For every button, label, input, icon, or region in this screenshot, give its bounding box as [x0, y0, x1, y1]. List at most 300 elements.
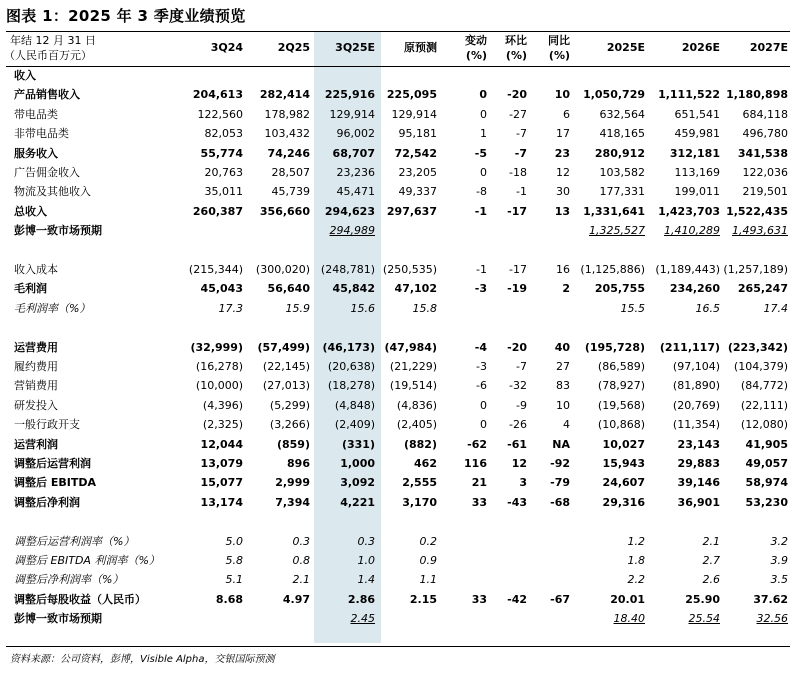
table-cell: (10,000) [195, 379, 243, 393]
table-cell: 21 [471, 476, 487, 490]
table-cell: 0.3 [292, 534, 310, 548]
table-cell: 0 [480, 166, 487, 179]
column-header: 变动 [465, 34, 487, 47]
table-cell: 1.0 [357, 554, 375, 567]
table-cell: -8 [476, 185, 487, 199]
table-cell: 95,181 [398, 127, 437, 141]
table-cell: -27 [509, 107, 527, 121]
table-row [6, 396, 790, 415]
table-row [6, 435, 790, 454]
table-cell: (3,266) [269, 418, 310, 432]
table-cell: 294,623 [324, 204, 375, 218]
row-label: 产品销售收入 [14, 88, 80, 102]
table-cell: 0 [480, 398, 487, 412]
table-cell: NA [552, 437, 570, 451]
table-cell [500, 299, 570, 318]
table-cell [575, 318, 645, 337]
row-label: 带电品类 [14, 107, 58, 121]
row-label: 调整后运营利润率（%） [14, 534, 135, 548]
table-cell: -32 [509, 379, 527, 393]
table-cell: 15.6 [350, 301, 375, 315]
table-cell: 3 [519, 476, 527, 490]
table-cell [500, 512, 570, 531]
table-cell: 2.1 [292, 573, 310, 587]
table-cell: 205,755 [594, 282, 645, 296]
table-cell: -3 [474, 282, 487, 296]
table-row [6, 318, 790, 337]
column-header: (%) [465, 49, 487, 62]
table-cell [240, 609, 310, 628]
table-cell: -17 [509, 263, 527, 276]
table-cell: 2.1 [702, 534, 720, 548]
table-cell [718, 66, 788, 85]
row-label: 调整后 EBITDA [14, 476, 96, 490]
table-cell: 36,901 [677, 495, 720, 509]
table-cell: -5 [474, 146, 487, 160]
table-cell: 68,707 [332, 146, 375, 160]
table-cell: 40 [554, 340, 570, 354]
table-cell: 37.62 [753, 592, 788, 606]
table-cell: -68 [550, 495, 570, 509]
table-cell: (84,772) [740, 379, 788, 393]
table-row [6, 163, 790, 182]
table-cell [500, 221, 570, 240]
table-cell: 225,095 [386, 88, 437, 102]
table-row [6, 512, 790, 531]
table-cell: 280,912 [594, 146, 645, 160]
table-cell: 234,260 [669, 282, 720, 296]
row-label: 彭博一致市场预期 [14, 612, 102, 626]
unit-line1: 年结 12 月 31 日 [10, 34, 96, 47]
table-cell: 462 [414, 457, 437, 470]
table-cell: 12,044 [200, 437, 243, 451]
row-label: 非带电品类 [14, 127, 69, 141]
table-cell: (248,781) [320, 263, 375, 276]
table-cell: 0.3 [357, 534, 375, 548]
table-cell: 56,640 [267, 282, 310, 296]
table-cell [173, 66, 243, 85]
table-cell: (2,405) [396, 418, 437, 432]
table-cell: 3.5 [770, 573, 788, 587]
table-cell: 33 [471, 592, 487, 606]
table-cell: 3,170 [402, 495, 437, 509]
table-row [6, 473, 790, 492]
table-cell [650, 318, 720, 337]
row-label: 毛利润率（%） [14, 301, 91, 315]
row-label: 收入成本 [14, 263, 58, 276]
table-row [6, 609, 790, 628]
table-cell: 30 [556, 185, 570, 199]
table-cell [173, 241, 243, 260]
table-cell: -6 [476, 379, 487, 393]
table-cell: -62 [467, 437, 487, 451]
table-row [6, 260, 790, 279]
table-cell: 0 [479, 88, 487, 102]
table-cell: 0 [480, 418, 487, 432]
table-cell: 49,057 [745, 457, 788, 470]
table-cell: -1 [474, 204, 487, 218]
table-cell: (47,984) [384, 340, 437, 354]
table-cell: 23,236 [336, 166, 375, 179]
table-cell [240, 221, 310, 240]
table-cell: 122,036 [742, 166, 788, 179]
table-cell: 23,205 [398, 166, 437, 179]
table-row [6, 279, 790, 298]
table-cell: (20,769) [672, 398, 720, 412]
table-cell: -1 [516, 185, 527, 199]
table-cell [305, 66, 375, 85]
table-cell: 178,982 [264, 107, 310, 121]
table-cell: 0 [480, 107, 487, 121]
table-cell: (81,890) [672, 379, 720, 393]
table-cell: -20 [507, 340, 527, 354]
table-cell: 2.7 [702, 554, 720, 567]
table-cell: 3.2 [770, 534, 788, 548]
table-cell: 8.68 [215, 592, 243, 606]
table-cell: 2.2 [627, 573, 645, 587]
table-cell: (223,342) [727, 340, 788, 354]
table-cell: (18,278) [327, 379, 375, 393]
table-row [6, 85, 790, 104]
table-cell: 2.45 [350, 612, 375, 626]
table-cell: 13 [554, 204, 570, 218]
table-cell [500, 318, 570, 337]
table-cell: (78,927) [597, 379, 645, 393]
table-cell: (195,728) [584, 340, 645, 354]
table-cell: -43 [507, 495, 527, 509]
row-label: 彭博一致市场预期 [14, 224, 102, 238]
table-cell: 82,053 [204, 127, 243, 141]
table-cell: 1,493,631 [732, 224, 788, 238]
table-cell: 23,143 [677, 437, 720, 451]
table-cell: 25.90 [685, 592, 720, 606]
table-cell: -9 [516, 398, 527, 412]
table-cell: 103,582 [599, 166, 645, 179]
table-cell: 45,842 [332, 282, 375, 296]
table-cell [650, 241, 720, 260]
table-cell: (4,836) [396, 398, 437, 412]
table-cell: 24,607 [602, 476, 645, 490]
table-cell: 5.1 [225, 573, 243, 587]
table-cell: (57,499) [257, 340, 310, 354]
table-cell: 1,423,703 [658, 204, 720, 218]
row-label: 收入 [14, 69, 36, 82]
table-cell: 1,325,527 [589, 224, 645, 238]
column-header: 3Q24 [210, 41, 243, 54]
column-header: 2Q25 [277, 41, 310, 54]
table-cell [500, 609, 570, 628]
table-cell [240, 512, 310, 531]
table-cell: (21,229) [389, 360, 437, 373]
table-cell: -17 [507, 204, 527, 218]
table-row [6, 376, 790, 395]
table-cell: -67 [550, 592, 570, 606]
table-cell: 3.9 [770, 554, 788, 567]
table-cell: 1,410,289 [664, 224, 720, 238]
table-cell: 23 [554, 146, 570, 160]
table-cell: -61 [507, 437, 527, 451]
table-cell: -42 [507, 592, 527, 606]
table-row [6, 66, 790, 85]
table-cell: (2,325) [202, 418, 243, 432]
table-cell [305, 512, 375, 531]
table-cell: 265,247 [737, 282, 788, 296]
table-cell [500, 66, 570, 85]
top-rule [6, 31, 790, 32]
table-cell: 12 [556, 166, 570, 179]
table-cell: -4 [474, 340, 487, 354]
table-cell [650, 66, 720, 85]
table-cell: 33 [471, 495, 487, 509]
table-cell: 356,660 [259, 204, 310, 218]
row-label: 物流及其他收入 [14, 185, 91, 199]
table-cell: 15.5 [620, 301, 645, 315]
table-cell: 2 [562, 282, 570, 296]
table-cell: 129,914 [391, 107, 437, 121]
column-header: (%) [505, 49, 527, 62]
table-cell: 1,000 [340, 457, 375, 470]
table-cell: -3 [476, 360, 487, 373]
table-cell: -7 [516, 127, 527, 141]
table-cell: (32,999) [190, 340, 243, 354]
table-cell: -7 [516, 360, 527, 373]
table-cell: 5.8 [225, 554, 243, 567]
table-cell: 18.40 [613, 612, 645, 626]
table-row [6, 241, 790, 260]
table-row [6, 202, 790, 221]
table-cell: 28,507 [271, 166, 310, 179]
table-cell: 1.4 [357, 573, 375, 587]
table-cell: 7,394 [275, 495, 310, 509]
table-cell: (27,013) [262, 379, 310, 393]
table-row [6, 532, 790, 551]
table-cell: 29,883 [677, 457, 720, 470]
table-cell: 35,011 [204, 185, 243, 199]
table-cell: (1,257,189) [723, 263, 788, 276]
table-cell: (215,344) [188, 263, 243, 276]
table-row [6, 357, 790, 376]
table-cell [173, 318, 243, 337]
table-cell: 3,092 [340, 476, 375, 490]
table-row [6, 493, 790, 512]
table-cell: (250,535) [382, 263, 437, 276]
table-cell: (2,409) [334, 418, 375, 432]
table-cell: 53,230 [745, 495, 788, 509]
table-cell: (4,848) [334, 398, 375, 412]
row-label: 总收入 [14, 204, 47, 218]
table-row [6, 105, 790, 124]
table-cell: (859) [276, 437, 310, 451]
table-cell: 1,522,435 [726, 204, 788, 218]
table-cell: (104,379) [733, 360, 788, 373]
table-cell: 1.1 [419, 573, 437, 587]
table-cell: 219,501 [742, 185, 788, 199]
table-cell: 204,613 [192, 88, 243, 102]
table-cell: (97,104) [672, 360, 720, 373]
table-cell: 32.56 [756, 612, 788, 626]
table-cell: 2.15 [409, 592, 437, 606]
row-label: 广告佣金收入 [14, 166, 80, 179]
table-cell: 1,331,641 [583, 204, 645, 218]
table-cell: (5,299) [269, 398, 310, 412]
table-cell: 12 [511, 457, 527, 470]
table-cell: 10 [554, 88, 570, 102]
table-cell: (20,638) [327, 360, 375, 373]
table-cell: (19,514) [389, 379, 437, 393]
table-row [6, 338, 790, 357]
row-label: 研发投入 [14, 398, 58, 412]
table-cell: 312,181 [669, 146, 720, 160]
table-cell: (331) [341, 437, 375, 451]
table-cell: 16.5 [695, 301, 720, 315]
row-label: 调整后运营利润 [14, 457, 91, 470]
table-cell: 20.01 [610, 592, 645, 606]
table-cell: 122,560 [197, 107, 243, 121]
table-cell: 83 [556, 379, 570, 393]
table-cell: (882) [403, 437, 437, 451]
row-label: 运营利润 [14, 437, 58, 451]
table-cell: 39,146 [677, 476, 720, 490]
bottom-rule [6, 646, 790, 647]
table-cell [500, 241, 570, 260]
table-cell: (22,145) [262, 360, 310, 373]
table-cell: 0.9 [419, 554, 437, 567]
column-header: 2025E [606, 41, 645, 54]
table-cell [173, 512, 243, 531]
table-cell [305, 318, 375, 337]
row-label: 调整后每股收益（人民币） [14, 592, 146, 606]
table-cell: -7 [514, 146, 527, 160]
table-cell: (22,111) [740, 398, 788, 412]
row-label: 一般行政开支 [14, 418, 80, 432]
table-row [6, 415, 790, 434]
table-cell: 496,780 [742, 127, 788, 141]
table-cell: 29,316 [602, 495, 645, 509]
table-cell: 72,542 [394, 146, 437, 160]
column-header: (%) [548, 49, 570, 62]
table-row [6, 551, 790, 570]
table-cell [575, 66, 645, 85]
column-header: 2026E [681, 41, 720, 54]
table-cell: 2.6 [702, 573, 720, 587]
table-cell: (10,868) [597, 418, 645, 432]
table-cell: 5.0 [225, 534, 243, 548]
column-header: 3Q25E [335, 41, 375, 54]
table-cell: 74,246 [267, 146, 310, 160]
table-cell: 1.2 [627, 534, 645, 548]
table-cell: -1 [476, 263, 487, 276]
table-cell: 418,165 [599, 127, 645, 141]
table-cell [305, 241, 375, 260]
table-row [6, 454, 790, 473]
table-cell: (300,020) [255, 263, 310, 276]
table-cell: 16 [556, 263, 570, 276]
table-cell: (211,117) [659, 340, 720, 354]
table-cell: 6 [563, 107, 570, 121]
table-cell [718, 512, 788, 531]
table-cell: 199,011 [674, 185, 720, 199]
table-cell: 15,943 [602, 457, 645, 470]
table-cell: 282,414 [259, 88, 310, 102]
table-cell: (12,080) [740, 418, 788, 432]
table-cell: 2,555 [402, 476, 437, 490]
table-cell: -26 [509, 418, 527, 432]
table-cell: (1,125,886) [580, 263, 645, 276]
table-cell: 45,471 [336, 185, 375, 199]
table-cell: 0.2 [419, 534, 437, 548]
table-cell: 297,637 [386, 204, 437, 218]
table-cell: 17.3 [218, 301, 243, 315]
table-cell: 0.8 [292, 554, 310, 567]
table-cell [240, 318, 310, 337]
table-cell: 1,050,729 [583, 88, 645, 102]
table-row [6, 590, 790, 609]
table-cell: 49,337 [398, 185, 437, 199]
table-cell [718, 318, 788, 337]
table-cell: 113,169 [674, 166, 720, 179]
table-cell: 1,180,898 [726, 88, 788, 102]
table-cell: 1.8 [627, 554, 645, 567]
table-cell: 103,432 [264, 127, 310, 141]
table-cell: 260,387 [192, 204, 243, 218]
row-label: 履约费用 [14, 360, 58, 373]
table-cell: 55,774 [200, 146, 243, 160]
table-cell: 15.8 [412, 301, 437, 315]
row-label: 调整后净利润 [14, 495, 80, 509]
table-cell: 45,739 [271, 185, 310, 199]
table-cell: (4,396) [202, 398, 243, 412]
table-cell: 17 [556, 127, 570, 141]
row-label: 毛利润 [14, 282, 47, 296]
table-cell: 177,331 [599, 185, 645, 199]
table-cell: 651,541 [674, 107, 720, 121]
table-cell [575, 241, 645, 260]
table-row [6, 299, 790, 318]
table-cell [500, 570, 570, 589]
table-cell: 459,981 [674, 127, 720, 141]
table-cell: 2,999 [275, 476, 310, 490]
table-row [6, 124, 790, 143]
table-cell [173, 609, 243, 628]
row-label: 营销费用 [14, 379, 58, 393]
row-label: 运营费用 [14, 340, 58, 354]
table-cell: 15.9 [285, 301, 310, 315]
table-row [6, 182, 790, 201]
page-title: 图表 1：2025 年 3 季度业绩预览 [6, 7, 246, 25]
table-cell: 632,564 [599, 107, 645, 121]
table-cell: 2.86 [347, 592, 375, 606]
table-cell: (19,568) [597, 398, 645, 412]
table-cell: 225,916 [324, 88, 375, 102]
table-cell [240, 66, 310, 85]
table-cell: 896 [287, 457, 310, 470]
column-header: 2027E [749, 41, 788, 54]
table-cell: -19 [507, 282, 527, 296]
row-label: 服务收入 [14, 146, 58, 160]
table-cell [500, 532, 570, 551]
table-cell: 25.54 [688, 612, 720, 626]
table-cell: 17.4 [763, 301, 788, 315]
table-cell: 47,102 [394, 282, 437, 296]
table-cell [500, 551, 570, 570]
table-cell: (16,278) [195, 360, 243, 373]
unit-line2: （人民币百万元） [4, 49, 92, 62]
table-cell: 45,043 [200, 282, 243, 296]
table-cell: (46,173) [322, 340, 375, 354]
table-row [6, 221, 790, 240]
table-cell: 341,538 [737, 146, 788, 160]
table-cell: 1,111,522 [658, 88, 720, 102]
